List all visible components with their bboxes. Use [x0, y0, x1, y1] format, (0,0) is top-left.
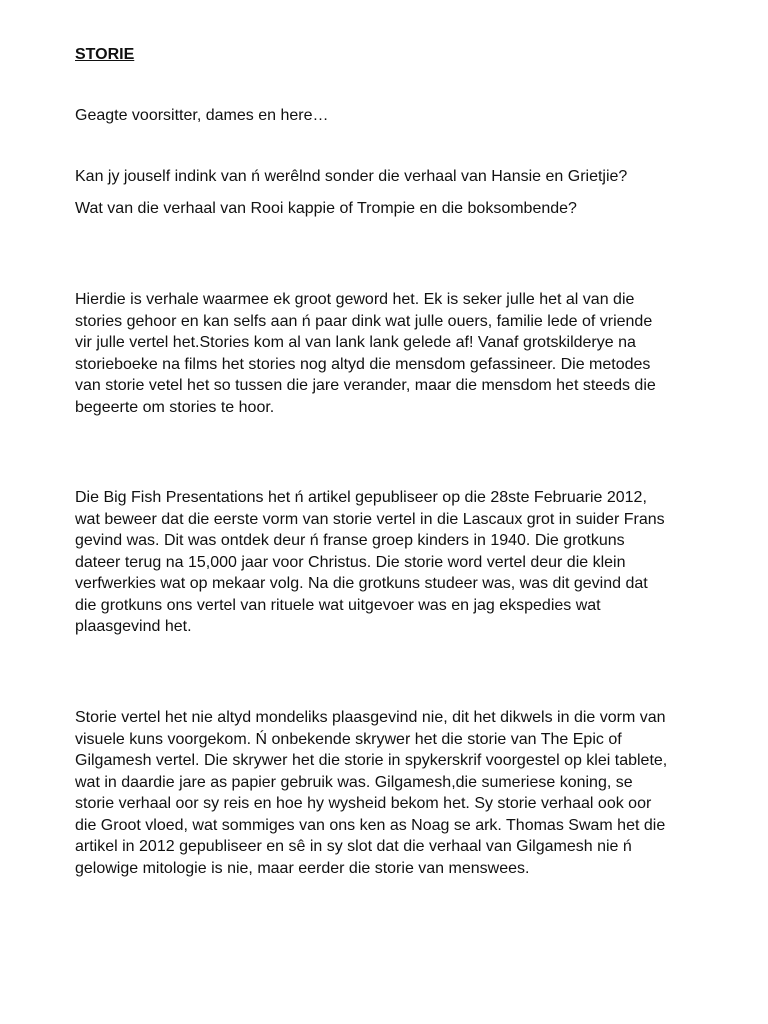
paragraph-2-line: Die Big Fish Presentations het ń artikel gepubliseer op die 28ste Februarie 2012, — [75, 489, 647, 506]
greeting-line: Geagte voorsitter, dames en here… — [75, 107, 329, 124]
paragraph-1-line: begeerte om stories te hoor. — [75, 398, 275, 416]
paragraph-3-line: die Groot vloed, wat sommiges van ons ken as Noag se ark. Thomas Swam het die — [75, 816, 666, 834]
paragraph-1-line: van storie vetel het so tussen die jare verander, maar die mensdom het steeds die — [75, 377, 656, 394]
paragraph-2-line: die grotkuns ons vertel van rituele wat uitgevoer was en jag ekspedies wat — [75, 596, 601, 614]
question-line-1: Kan jy jouself indink van ń werêlnd sonder die verhaal van Hansie en Grietjie? — [75, 168, 628, 185]
paragraph-1-line: storieboeke na films het stories nog altyd die mensdom gefassineer. Die metodes — [75, 355, 651, 373]
paragraph-1-line: vir julle vertel het.Stories kom al van lank lank gelede af! Vanaf grotskilderye na — [75, 334, 636, 351]
paragraph-2 — [75, 487, 695, 638]
paragraph-3-line: artikel in 2012 gepubliseer en sê in sy slot dat die verhaal van Gilgamesh nie ń — [75, 838, 632, 855]
paragraph-1-line: Hierdie is verhale waarmee ek groot geword het. Ek is seker julle het al van die — [75, 291, 635, 308]
paragraph-3-line: Gilgamesh vertel. Die skrywer het die storie in spykerskrif voorgestel op klei tablete, — [75, 752, 668, 769]
document-title: STORIE — [75, 46, 135, 63]
paragraph-3-line: Storie vertel het nie altyd mondeliks plaasgevind nie, dit het dikwels in die vorm van — [75, 709, 666, 726]
paragraph-3 — [75, 707, 695, 879]
paragraph-2-line: wat beweer dat die eerste vorm van storie vertel in die Lascaux grot in suider Frans — [75, 510, 665, 528]
paragraph-3-line: wat in daardie jare as papier gebruik was. Gilgamesh,die sumeriese koning, se — [75, 773, 633, 791]
paragraph-1-line: stories gehoor en kan selfs aan ń paar dink wat julle ouers, familie lede of vriende — [75, 312, 653, 330]
question-line-2: Wat van die verhaal van Rooi kappie of Trompie en die boksombende? — [75, 200, 577, 217]
paragraph-2-line: dateer terug na 15,000 jaar voor Christus. Die storie word vertel deur die klein — [75, 553, 626, 571]
paragraph-2-line: gevind was. Dit was ontdek deur ń franse groep kinders in 1940. Die grotkuns — [75, 532, 625, 549]
paragraph-3-line: gelowige mitologie is nie, maar eerder die storie van menswees. — [75, 859, 530, 877]
paragraph-3-line: visuele kuns voorgekom. Ń onbekende skrywer het die storie van The Epic of — [75, 730, 622, 748]
paragraph-1 — [75, 289, 695, 418]
paragraph-2-line: plaasgevind het. — [75, 618, 192, 635]
paragraph-3-line: storie verhaal oor sy reis en hoe hy wysheid bekom het. Sy storie verhaal ook oor — [75, 795, 652, 812]
paragraph-2-line: verfwerkies wat op mekaar volg. Na die grotkuns studeer was, was dit gevind dat — [75, 575, 648, 592]
